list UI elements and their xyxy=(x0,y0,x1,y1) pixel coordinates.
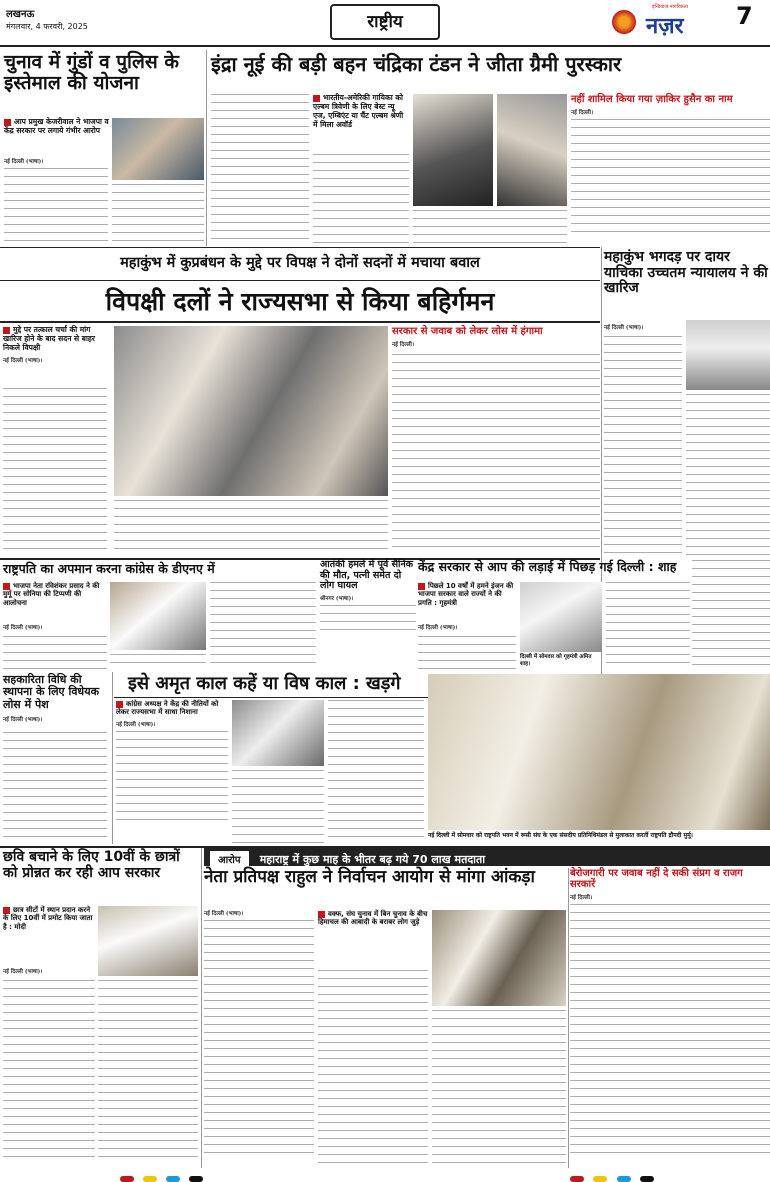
bullet-icon xyxy=(3,583,10,590)
chandrika-photo-2 xyxy=(497,94,567,206)
bullet-icon xyxy=(3,907,10,914)
goons-body-2 xyxy=(112,184,204,254)
terror-dateline: श्रीनगर (भाषा)। xyxy=(320,595,354,602)
rahul-side-headline: बेरोजगारी पर जवाब नहीं दे सकी संप्रग व राजग सरकारें xyxy=(570,868,743,891)
story-modi xyxy=(0,848,200,1168)
mahakumbh-col-3 xyxy=(392,326,600,556)
mahakumbh-strip xyxy=(0,247,600,281)
rahul-dateline: नई दिल्ली (भाषा)। xyxy=(204,911,244,917)
rahul-col-1 xyxy=(204,910,314,1168)
kharge-headline: इसे अमृत काल कहें या विष काल : खड़गे xyxy=(128,673,401,694)
mahakumbh-body-2 xyxy=(114,500,388,556)
grammy-body-2 xyxy=(313,154,409,244)
registration-mark-icon xyxy=(143,1176,157,1182)
goons-kicker xyxy=(4,118,110,136)
rahul-kicker-box xyxy=(318,910,428,968)
registration-mark-icon xyxy=(570,1176,584,1182)
shah-caption: दिल्ली में सोमवार को गृहमंत्री अमित शाह। xyxy=(520,654,592,667)
story-petition xyxy=(604,250,770,560)
bullet-icon xyxy=(4,119,11,126)
modi-kicker: छात्र सीटों में स्थान प्रदान करने के लिए 10वीं में प्रमोट किया जाता है : मोदी xyxy=(3,906,93,931)
rahul-side xyxy=(570,868,770,1168)
mahakumbh-dateline: नई दिल्ली (भाषा)। xyxy=(3,357,43,364)
goons-dateline: नई दिल्ली (भाषा)। xyxy=(4,159,44,165)
grammy-kicker: भारतीय-अमेरिकी गायिका को एल्बम त्रिवेणी के लिए बेस्ट न्यू एज, एम्बिएंट या चैंट एल्बम श्रेणी में मिला अवॉर्ड xyxy=(313,93,404,129)
murmu-russia-photo xyxy=(428,674,770,830)
grammy-body-3 xyxy=(413,210,567,244)
rahul-kicker: वक्फ, संघ चुनाव में बिन चुनाव के बीच हिमाचल की आबादी के बराबर लोग जुड़े xyxy=(318,910,428,927)
goons-kicker-text: आप प्रमुख केजरीवाल ने भाजपा व केंद्र सरकार पर लगाये गंभीर आरोप xyxy=(4,117,109,135)
grammy-side-headline: नहीं शामिल किया गया ज़ाकिर हुसैन का नाम xyxy=(571,94,733,105)
story-bill xyxy=(0,672,110,844)
lok-sabha-subheadline: सरकार से जवाब को लेकर लोस में हंगामा xyxy=(392,326,600,337)
goons-headline: चुनाव में गुंडों व पुलिस के इस्तेमाल की योजना xyxy=(4,51,179,95)
president-dateline: नई दिल्ली (भाषा)। xyxy=(3,625,43,631)
masthead-rule xyxy=(0,45,770,47)
rahul-strip xyxy=(204,848,770,866)
brand-logo xyxy=(612,4,724,38)
bullet-icon xyxy=(318,911,325,918)
brand-emblem-icon xyxy=(612,10,636,34)
terror-headline: आतंकी हमले में पूर्व सैनिक की मौत, पत्नी समेत दो लोग घायल xyxy=(320,559,414,592)
amit-shah-photo xyxy=(520,582,602,652)
modi-dateline: नई दिल्ली (भाषा)। xyxy=(3,969,43,975)
registration-mark-icon xyxy=(120,1176,134,1182)
page-number: 7 xyxy=(736,2,753,30)
story-terror xyxy=(320,560,416,650)
registration-mark-icon xyxy=(617,1176,631,1182)
rahul-side-dateline: नई दिल्ली। xyxy=(570,895,593,902)
color-registration-bar xyxy=(0,1170,770,1182)
story-goons xyxy=(0,50,205,256)
brand-name: नज़र xyxy=(646,14,684,39)
petition-headline: महाकुंभ भगदड़ पर दायर याचिका उच्चतम न्यायालय ने की खारिज xyxy=(604,249,768,297)
registration-mark-icon xyxy=(166,1176,180,1182)
masthead-city: लखनऊ xyxy=(6,9,35,20)
shah-dateline: नई दिल्ली (भाषा)। xyxy=(418,625,458,631)
bullet-icon xyxy=(418,583,425,590)
brand-tagline: इन्डियाज़ नागरिकता xyxy=(652,4,688,10)
registration-mark-icon xyxy=(640,1176,654,1182)
mahakumbh-headline-box xyxy=(0,283,600,323)
rahul-strip-text: महाराष्ट्र में कुछ माह के भीतर बढ़ गये 70 लाख मतदाता xyxy=(259,853,486,866)
chandrika-photo-1 xyxy=(413,94,493,206)
masthead-date: मंगलवार, 4 फरवरी, 2025 xyxy=(6,22,88,31)
kharge-photo-caption: नई दिल्ली में सोमवार को राष्ट्रपति भवन में रूसी संघ के एक संसदीय प्रतिनिधिमंडल से मुलाकात करतीं राष्ट्रपति द्रौपदी मुर्मू। xyxy=(428,832,693,839)
president-headline: राष्ट्रपति का अपमान करना कांग्रेस के डीएनए में xyxy=(3,561,215,576)
rahul-tag: आरोप xyxy=(210,851,249,867)
grammy-side xyxy=(571,94,770,244)
story-president xyxy=(0,560,318,670)
president-kicker: भाजपा नेता रविशंकर प्रसाद ने की मुर्मू पर सोनिया की टिप्पणी की आलोचना xyxy=(3,582,100,607)
kejriwal-photo xyxy=(112,118,204,180)
grammy-headline: इंद्रा नूई की बड़ी बहन चंद्रिका टंडन ने जीता ग्रैमी पुरस्कार xyxy=(211,52,622,76)
grammy-side-dateline: नई दिल्ली। xyxy=(571,110,594,117)
section-title: राष्ट्रीय xyxy=(330,4,440,40)
bullet-icon xyxy=(313,95,320,102)
bill-dateline: नई दिल्ली (भाषा)। xyxy=(3,716,43,723)
lok-sabha-dateline: नई दिल्ली। xyxy=(392,342,415,349)
rahul-headline-box xyxy=(204,868,566,908)
grammy-body-1 xyxy=(211,94,309,244)
rahul-press-photo xyxy=(432,910,566,1006)
story-grammy xyxy=(207,50,770,246)
mahakumbh-headline: विपक्षी दलों ने राज्यसभा से किया बहिर्गमन xyxy=(105,287,495,316)
modi-headline: छवि बचाने के लिए 10वीं के छात्रों को प्रोन्नत कर रही आप सरकार xyxy=(3,849,180,881)
mahakumbh-kicker: मुद्दे पर तत्काल चर्चा की मांग खारिज होने के बाद सदन से बाहर निकले विपक्षी xyxy=(3,325,95,352)
kharge-photo xyxy=(232,700,324,766)
kharge-dateline: नई दिल्ली (भाषा)। xyxy=(116,721,156,728)
bullet-icon xyxy=(116,701,123,708)
mahakumbh-strip-text: महाकुंभ में कुप्रबंधन के मुद्दे पर विपक्ष ने दोनों सदनों में मचाया बवाल xyxy=(120,255,480,271)
parliament-protest-photo xyxy=(114,326,388,496)
kharge-col-1 xyxy=(116,700,228,844)
masthead xyxy=(0,0,770,48)
modi-photo xyxy=(98,906,198,976)
ravishankar-photo xyxy=(110,582,206,650)
mahakumbh-col-1 xyxy=(0,326,110,556)
rahul-headline: नेता प्रतिपक्ष राहुल ने निर्वाचन आयोग से मांगा आंकड़ा xyxy=(204,867,535,887)
shah-kicker: पिछले 10 वर्षों में हमने इंजन की भाजपा सरकार वाले राज्यों ने की प्रगति : गृहमंत्री xyxy=(418,582,514,607)
bill-headline: सहकारिता विधि की स्थापना के लिए विधेयक लोस में पेश xyxy=(3,673,100,711)
kharge-kicker: कांग्रेस अध्यक्ष ने केंद्र की नीतियों को लेकर राज्यसभा में साधा निशाना xyxy=(116,700,219,717)
registration-mark-icon xyxy=(189,1176,203,1182)
shah-headline: केंद्र सरकार से आप की लड़ाई में पिछड़ गई दिल्ली : शाह xyxy=(418,559,677,574)
supreme-court-photo xyxy=(686,320,770,390)
registration-mark-icon xyxy=(593,1176,607,1182)
petition-dateline: नई दिल्ली (भाषा)। xyxy=(604,325,644,331)
bullet-icon xyxy=(3,327,10,334)
